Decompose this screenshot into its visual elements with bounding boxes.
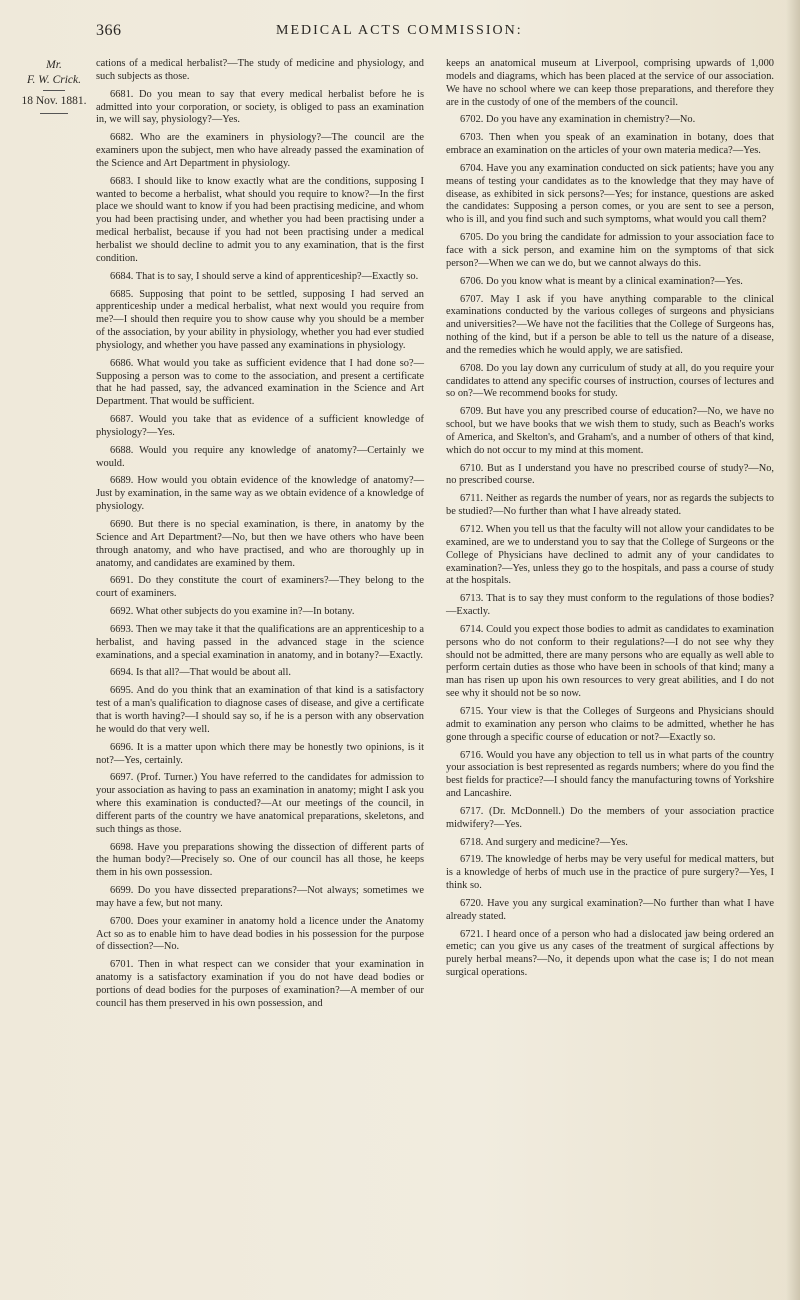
testimony-paragraph: 6706. Do you know what is meant by a clinical examination?—Yes. [460, 275, 743, 287]
margin-rule [43, 90, 65, 91]
testimony-paragraph: 6687. Would you take that as evidence of a sufficient knowledge of physiology?—Yes. [96, 414, 424, 438]
testimony-paragraph: 6717. (Dr. McDonnell.) Do the members of your association practice midwifery?—Yes. [446, 805, 774, 830]
right-text-column [446, 58, 774, 985]
testimony-paragraph: 6686. What would you take as sufficient evidence that I had done so?—Supposing a person was to come to the association, and present a certificate that he had passed, say, the advanced examination in the Science and Art Department. That would be sufficient. [96, 357, 424, 408]
testimony-paragraph: 6709. But have you any prescribed course of education?—No, we have no school, but we have books that we wish them to study, such as Beach's works of America, and Skelton's, and Graham's, and a number of others of that kind, which do not occur to my mind at this moment. [446, 406, 774, 456]
testimony-paragraph: 6691. Do they constitute the court of examiners?—They belong to the court of examiners. [96, 575, 424, 600]
testimony-paragraph: 6683. I should like to know exactly what are the conditions, supposing I wanted to become a herbalist, what should you require to know?—In the first place we should want to know if you had been practising medicine, and whom you had been practising under, and whether you had been practising under a medical herbalist, because if you had not been practising under a medical herbalist we should decline to admit you to any examination, that is the first condition. [96, 175, 424, 264]
margin-rule [40, 113, 68, 114]
running-head: MEDICAL ACTS COMMISSION: [276, 23, 523, 38]
page-number: 366 [96, 22, 122, 39]
testimony-paragraph: 6719. The knowledge of herbs may be very useful for medical matters, but is a knowledge of herbs of much use in the practice of pure surgery?—Yes, I think so. [446, 854, 774, 892]
testimony-paragraph: 6696. It is a matter upon which there may be honestly two opinions, is it not?—Yes, certainly. [96, 741, 424, 766]
testimony-paragraph: 6689. How would you obtain evidence of the knowledge of anatomy?—Just by examination, in the same way as we obtain evidence of a knowledge of physiology. [96, 475, 424, 513]
testimony-paragraph: 6692. What other subjects do you examine in?—In botany. [110, 606, 355, 618]
testimony-paragraph: 6700. Does your examiner in anatomy hold a licence under the Anatomy Act so as to enable him to have dead bodies in his possession for the purpose of dissection?—No. [96, 915, 424, 953]
testimony-paragraph: 6713. That is to say they must conform to the regulations of those bodies?—Exactly. [446, 593, 774, 618]
testimony-paragraph: 6684. That is to say, I should serve a kind of apprenticeship?—Exactly so. [110, 270, 419, 282]
margin-note [14, 58, 94, 117]
testimony-paragraph: cations of a medical herbalist?—The study of medicine and physiology, and such subjects as those. [96, 58, 424, 82]
testimony-paragraph: 6721. I heard once of a person who had a dislocated jaw being ordered an emetic; can you give us any cases of the treatment of surgical affections by purely herbal means?—No, it depends upon what the case is; I do not mean surgical operations. [446, 928, 774, 979]
testimony-paragraph: 6707. May I ask if you have anything comparable to the clinical examinations conducted by the various colleges of surgeons and physicians and universities?—We have not the facilities that the College of Surgeons has, nothing of the kind, but if a person be able to tell us the nature of a disease, and the remedies which he would apply, we are satisfied. [446, 293, 774, 356]
testimony-paragraph: 6681. Do you mean to say that every medical herbalist before he is admitted into your corporation, or society, is obliged to pass an examination in, we will say, physiology?—Yes. [96, 88, 424, 126]
testimony-paragraph: 6694. Is that all?—That would be about all. [110, 667, 291, 679]
testimony-paragraph: 6708. Do you lay down any curriculum of study at all, do you require your candidates to attend any specific courses of instruction, courses of lectures and so on?—We recommend books for study. [446, 362, 774, 400]
testimony-paragraph: 6701. Then in what respect can we consider that your examination in anatomy is a satisfactory examination if you do not have dead bodies or portions of dead bodies for the purposes of examination?—A member of our council has them preserved in his own possession, and [96, 959, 424, 1009]
witness-title: Mr. [46, 59, 62, 71]
testimony-paragraph: 6715. Your view is that the Colleges of Surgeons and Physicians should admit to examination any person who claims to be admitted, whether he has gone through a specific course of education or not?—Exactly so. [446, 705, 774, 743]
testimony-paragraph: 6712. When you tell us that the faculty will not allow your candidates to be examined, are we to understand you to say that the College of Surgeons or the College of Physicians have declined to admit any of your candidates to examination?—Yes, unless they go to the hospitals, and pass a course of study at the hospitals. [446, 524, 774, 587]
left-text-column [96, 58, 424, 1016]
witness-date: 18 Nov. 1881. [21, 95, 87, 107]
testimony-paragraph: 6697. (Prof. Turner.) You have referred to the candidates for admission to your association as having to pass an examination in anatomy; might I ask you where this examination is conducted?—At our meetings of the council, in different parts of the country we have anatomical preparations, skeletons, and such things as those. [96, 772, 424, 835]
testimony-paragraph: 6716. Would you have any objection to tell us in what parts of the country your association is best represented as regards numbers; where do you find the best fields for practice?—I should fancy the manufacturing towns of Yorkshire and Lancashire. [446, 749, 774, 800]
testimony-paragraph: 6711. Neither as regards the number of years, nor as regards the subjects to be studied?—No further than what I have already stated. [446, 493, 774, 518]
testimony-paragraph: 6693. Then we may take it that the qualifications are an apprenticeship to a herbalist, and having passed in the advanced stage in the science examinations, and a special examination in anatomy, and in botany?—Exactly. [96, 623, 424, 661]
testimony-paragraph: 6690. But there is no special examination, is there, in anatomy by the Science and Art Department?—No, but then we have others who have been through anatomy, and who have practised, and who are thoroughly up in anatomy, and candidates are examined by them. [96, 519, 424, 569]
testimony-paragraph: 6698. Have you preparations showing the dissection of different parts of the human body?—Precisely so. One of our council has all those, he keeps them in his own possession. [96, 841, 424, 879]
testimony-paragraph: 6720. Have you any surgical examination?—No further than what I have already stated. [446, 897, 774, 922]
testimony-paragraph: 6705. Do you bring the candidate for admission to your association face to face with a sick person, and examine him on the symptoms of that sick person?—When we can we do, but we cannot always do this. [446, 232, 774, 269]
testimony-paragraph: 6685. Supposing that point to be settled, supposing I had served an apprenticeship under a medical herbalist, what next would you require from me?—I should then require you to show cause why you should be a member of the association, by your ability in physiology, whether you had ever studied physiology, and whether you have passed any examinations in physiology. [96, 288, 424, 351]
page-edge-shadow [786, 0, 800, 1300]
testimony-paragraph: 6695. And do you think that an examination of that kind is a satisfactory test of a man's qualification to diagnose cases of disease, and give a certificate that is worth having?—I should say so, if he is a person with any observation he would do that very well. [96, 685, 424, 735]
testimony-paragraph: 6699. Do you have dissected preparations?—Not always; sometimes we may have a few, but not many. [96, 885, 424, 909]
testimony-paragraph: 6682. Who are the examiners in physiology?—The council are the examiners upon the subject, men who have already passed the examination of the Science and Art Department in physiology. [96, 132, 424, 169]
testimony-paragraph: 6702. Do you have any examination in chemistry?—No. [460, 114, 696, 126]
page-header [96, 22, 770, 44]
testimony-paragraph: 6710. But as I understand you have no prescribed course of study?—No, no prescribed course. [446, 462, 774, 487]
testimony-paragraph: keeps an anatomical museum at Liverpool, comprising upwards of 1,000 models and diagrams, which has been placed at the service of our association. We have no school where we can keep those preparations, and therefore they are in the custody of one of the members of the council. [446, 58, 774, 108]
testimony-paragraph: 6703. Then when you speak of an examination in botany, does that embrace an examination on the articles of your own materia medica?—Yes. [446, 132, 774, 157]
testimony-paragraph: 6718. And surgery and medicine?—Yes. [460, 836, 628, 848]
witness-name: F. W. Crick. [27, 74, 81, 86]
testimony-paragraph: 6704. Have you any examination conducted on sick patients; have you any means of testing your candidates as to the knowledge that they may have of disease, as exhibited in sick persons?—Yes; for instance, questions are asked the candidates: Supposing a person comes, or you are sent to see a person, who is ill, and you find such and such symptoms, what would you call them? [446, 162, 774, 226]
testimony-paragraph: 6688. Would you require any knowledge of anatomy?—Certainly we would. [96, 444, 424, 469]
testimony-paragraph: 6714. Could you expect those bodies to admit as candidates to examination persons who do not conform to their regulations?—I do not see why they should not be admitted, there are many persons who are equally as well able to perform certain duties as those who have been in schools of that kind; many a man has risen up upon his own resources to very great abilities, and I do not see why it should not be so now. [446, 623, 774, 700]
